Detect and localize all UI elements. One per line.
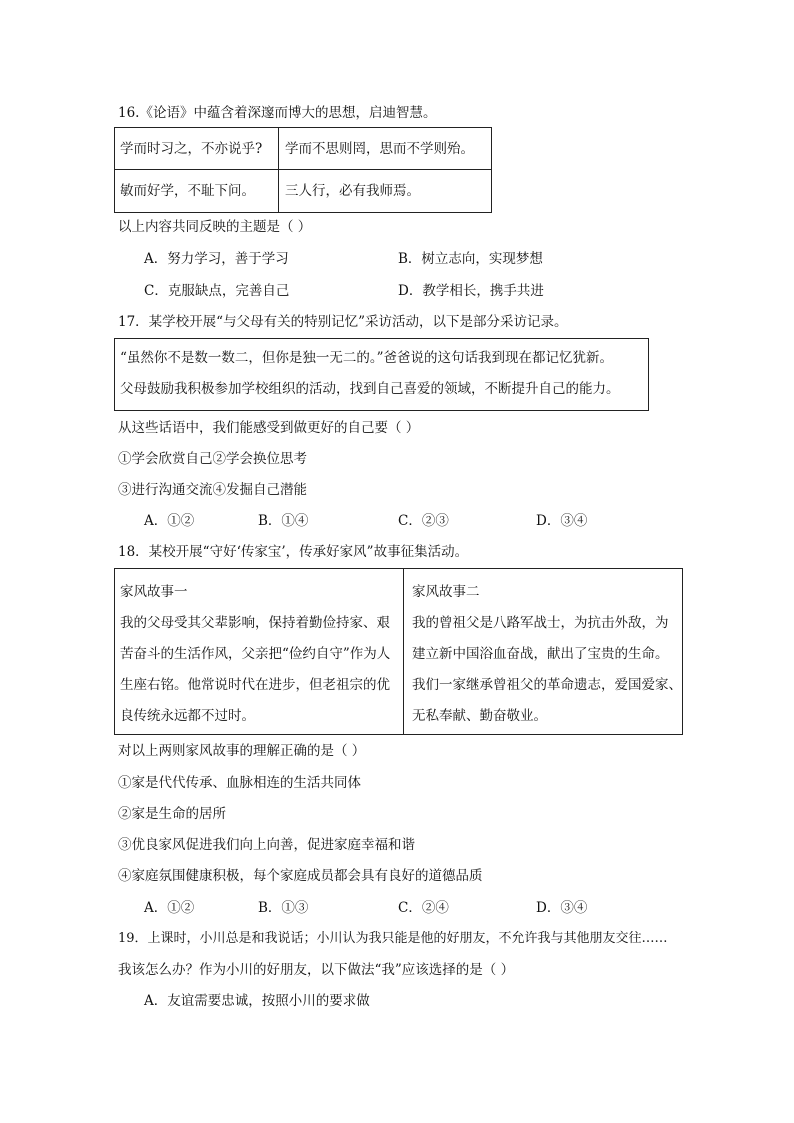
q16-quote-table [114,127,492,213]
story2-title: 家风故事二 [412,584,480,600]
q18-item: ②家是生命的居所 [118,806,226,822]
q16-option-d[interactable]: D．教学相长，携手共进 [398,283,544,299]
q17-option-b[interactable]: B．①④ [258,513,309,529]
story2-line: 我的曾祖父是八路军战士，为抗击外敌，为 [412,615,669,631]
q17-option-a[interactable]: A．①② [144,513,195,529]
q18-option-a[interactable]: A．①② [144,900,195,916]
story2-line: 我们一家继承曾祖父的革命遗志，爱国爱家、 [412,677,682,693]
q16-option-b[interactable]: B．树立志向，实现梦想 [398,251,543,267]
q17-question: 从这些话语中，我们能感受到做更好的自己要（ ） [118,420,420,436]
table-divider [403,569,404,734]
q19-stem-line1: 19．上课时，小川总是和我说话；小川认为我只能是他的好朋友，不允许我与其他朋友交往…… [118,931,668,946]
q18-option-b[interactable]: B．①③ [258,900,309,916]
table-divider [278,128,279,212]
table-cell: 学而时习之，不亦说乎? [120,141,263,157]
table-cell: 三人行，必有我师焉。 [285,183,420,199]
q18-item: ④家庭氛围健康积极，每个家庭成员都会具有良好的道德品质 [118,868,483,884]
q16-option-c[interactable]: C．克服缺点，完善自己 [144,283,290,299]
q18-option-c[interactable]: C．②④ [398,900,449,916]
interview-line: “虽然你不是数一数二，但你是独一无二的。”爸爸说的这句话我到现在都记忆犹新。 [120,350,614,366]
q18-question: 对以上两则家风故事的理解正确的是（ ） [118,743,366,759]
q17-option-d[interactable]: D．③④ [536,513,588,529]
q18-story-table [114,568,683,735]
story1-title: 家风故事一 [120,584,188,600]
q18-stem: 18．某校开展“守好‘传家宝’，传承好家风”故事征集活动。 [118,544,469,560]
q17-item: ③进行沟通交流④发掘自己潜能 [118,482,307,498]
story2-line: 无私奉献、勤奋敬业。 [412,708,547,724]
story2-line: 建立新中国浴血奋战，献出了宝贵的生命。 [412,646,669,662]
story1-line: 苦奋斗的生活作风，父亲把“俭约自守”作为人 [120,646,391,662]
q19-option-a[interactable]: A．友谊需要忠诚，按照小川的要求做 [144,993,370,1009]
table-divider [115,169,491,170]
q18-option-d[interactable]: D．③④ [536,900,588,916]
story1-line: 良传统永远都不过时。 [120,708,255,724]
q17-item: ①学会欣赏自己②学会换位思考 [118,451,307,467]
interview-line: 父母鼓励我积极参加学校组织的活动，找到自己喜爱的领域，不断提升自己的能力。 [120,381,620,397]
q17-interview-box [114,338,649,411]
q18-item: ①家是代代传承、血脉相连的生活共同体 [118,775,361,791]
q17-option-c[interactable]: C．②③ [398,513,449,529]
story1-line: 我的父母受其父辈影响，保持着勤俭持家、艰 [120,615,390,631]
q16-stem: 16.《论语》中蕴含着深邃而博大的思想，启迪智慧。 [118,105,437,121]
table-cell: 敏而好学，不耻下问。 [120,183,255,199]
q18-item: ③优良家风促进我们向上向善，促进家庭幸福和谐 [118,837,415,853]
q19-stem-line2: 我该怎么办？作为小川的好朋友，以下做法“我”应该选择的是（ ） [118,962,515,978]
q16-option-a[interactable]: A．努力学习，善于学习 [144,251,289,267]
q17-stem: 17．某学校开展“与父母有关的特别记忆”采访活动，以下是部分采访记录。 [118,314,568,330]
story1-line: 生座右铭。他常说时代在进步，但老祖宗的优 [120,677,390,693]
q16-question: 以上内容共同反映的主题是（ ） [118,219,312,235]
table-cell: 学而不思则罔，思而不学则殆。 [285,141,474,157]
